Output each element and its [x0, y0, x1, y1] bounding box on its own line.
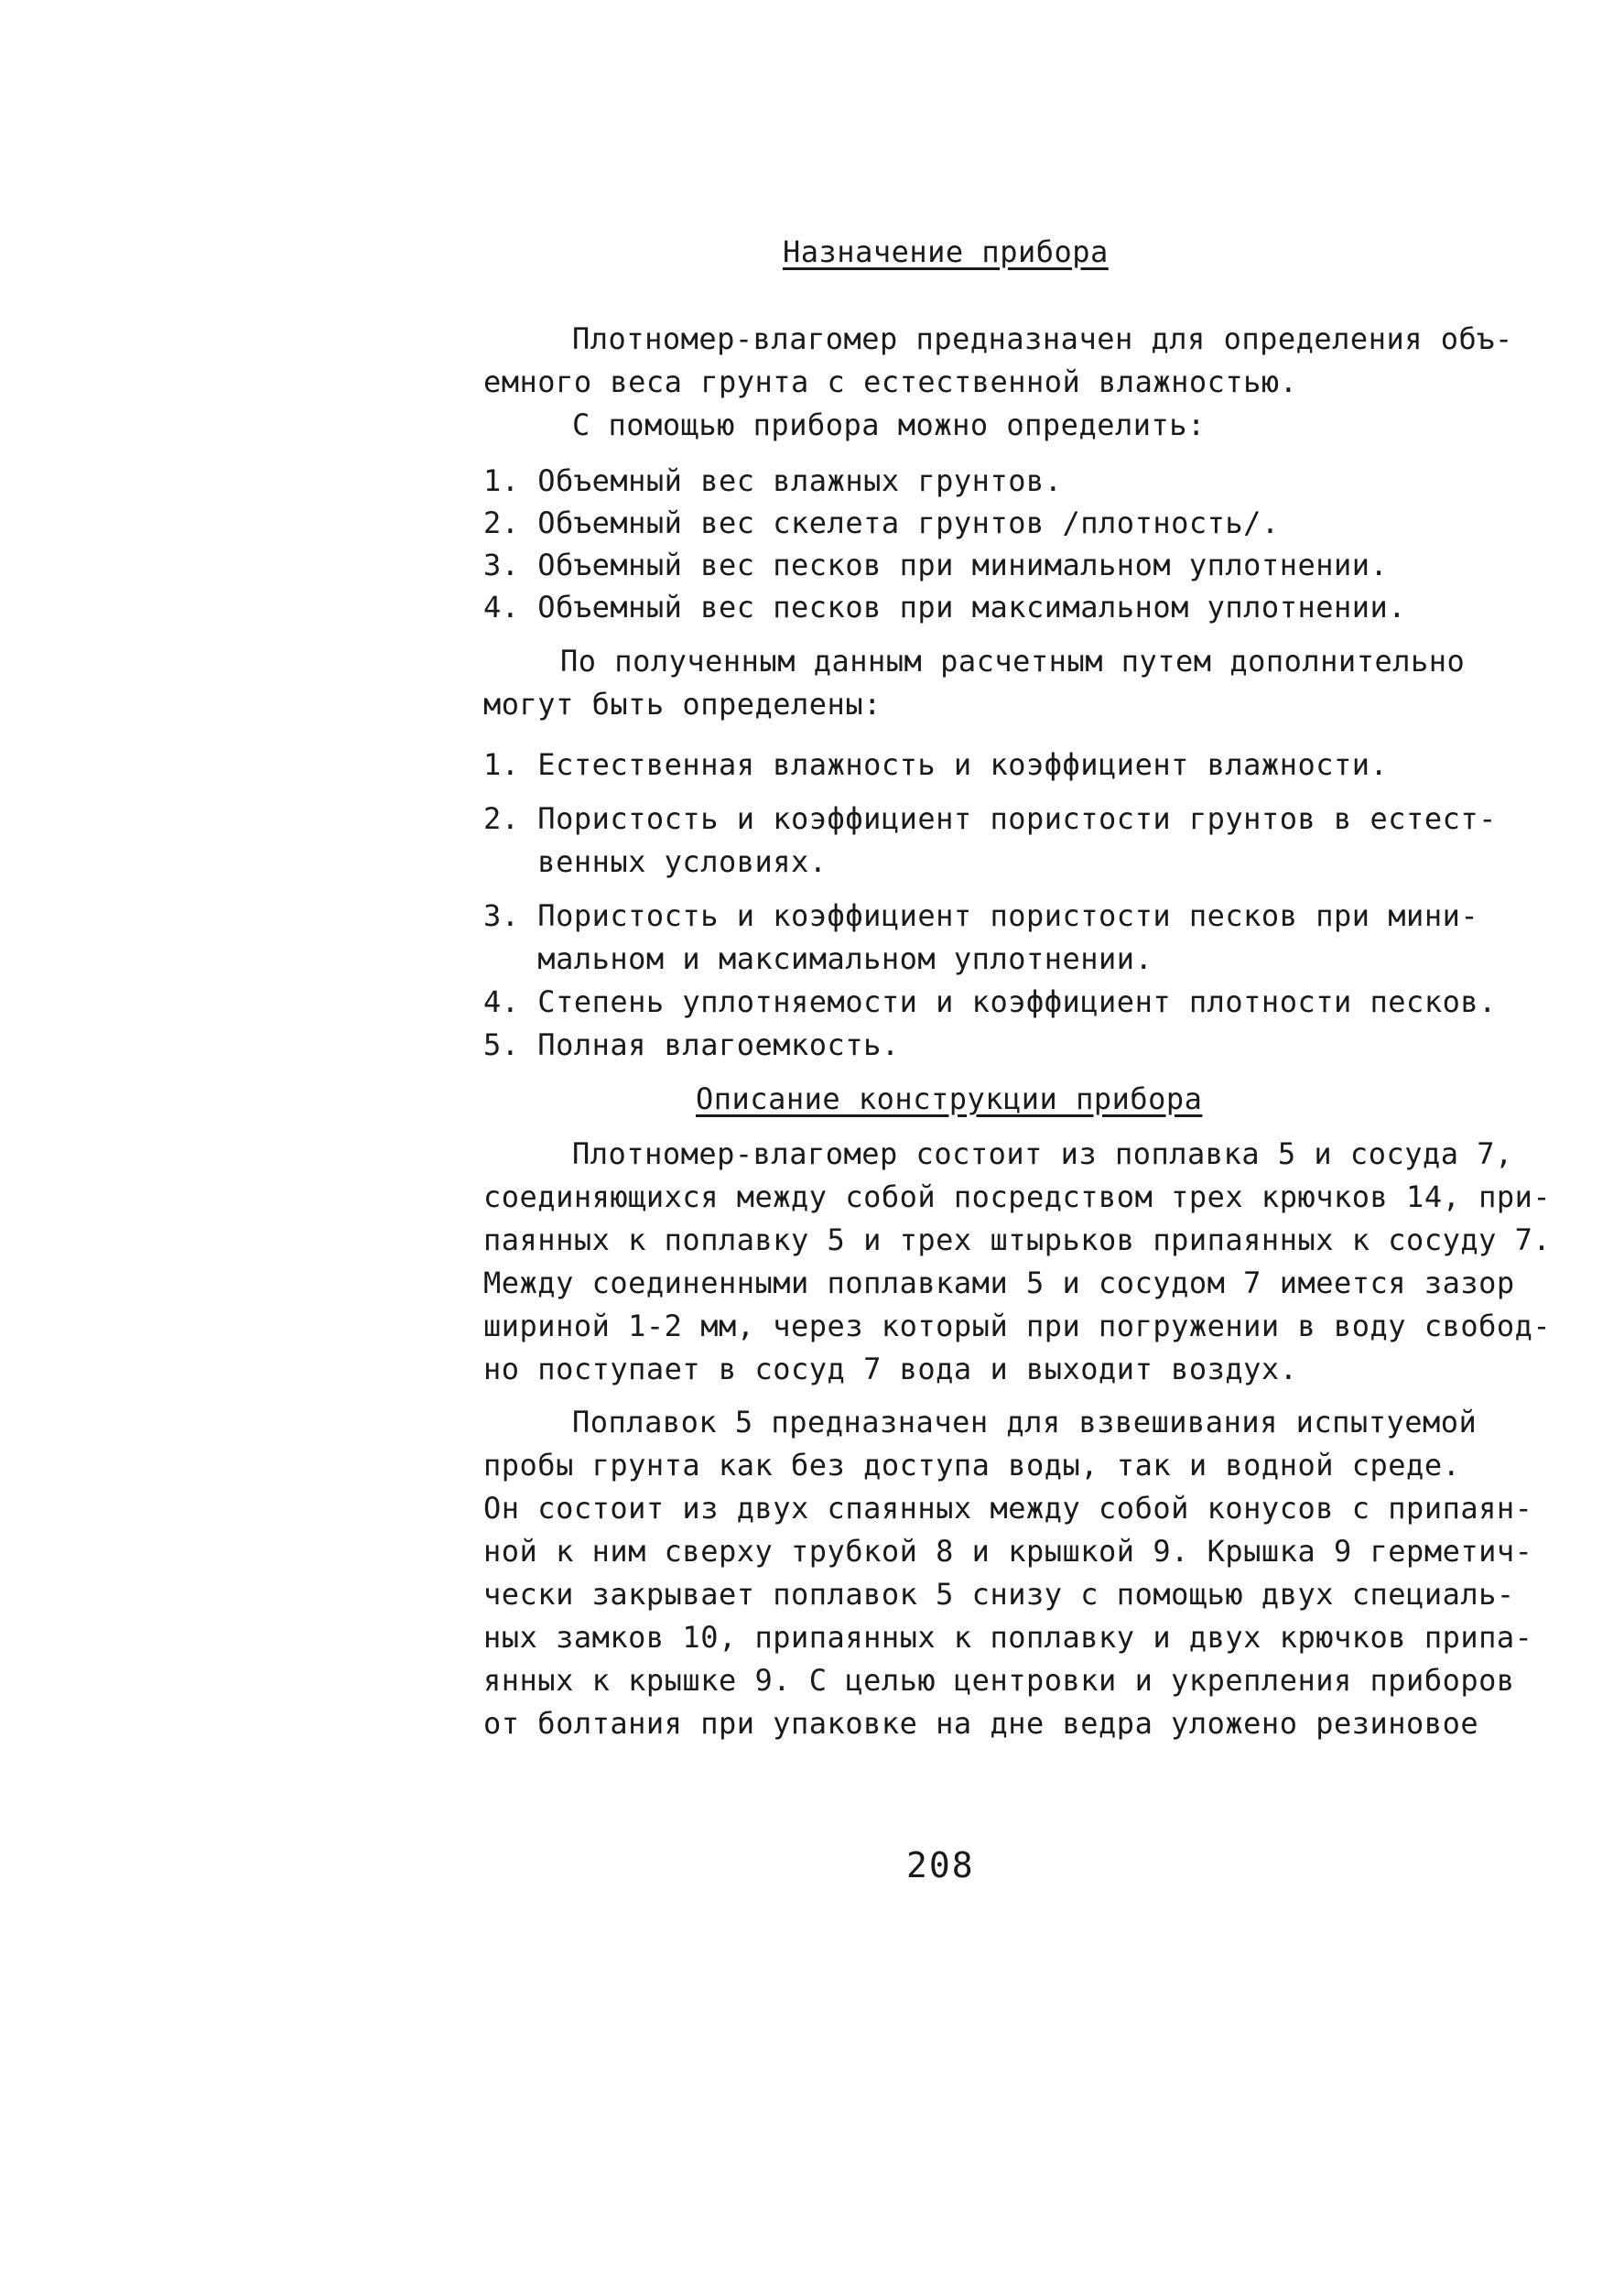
- list-item: 1. Естественная влажность и коэффициент влажности.: [483, 747, 1389, 782]
- paragraph-line: Поплавок 5 предназначен для взвешивания испытуемой: [572, 1405, 1478, 1439]
- list-item: 4. Объемный вес песков при максимальном уплотнении.: [483, 590, 1407, 625]
- paragraph-line: Он состоит из двух спаянных между собой конусов с припаян-: [483, 1491, 1533, 1526]
- paragraph-line: Между соединенными поплавками 5 и сосудом 7 имеется зазор: [483, 1265, 1515, 1300]
- paragraph-line: С помощью прибора можно определить:: [572, 407, 1206, 442]
- paragraph-line: Плотномер-влагомер предназначен для определения объ-: [572, 321, 1513, 356]
- list-item: 5. Полная влагоемкость.: [483, 1027, 900, 1062]
- paragraph-line: чески закрывает поплавок 5 снизу с помощью двух специаль-: [483, 1577, 1515, 1612]
- paragraph-line: от болтания при упаковке на дне ведра уложено резиновое: [483, 1706, 1479, 1741]
- paragraph-line: По полученным данным расчетным путем дополнительно: [560, 644, 1466, 679]
- list-item: 2. Объемный вес скелета грунтов /плотность/.: [483, 505, 1280, 540]
- list-item: мальном и максимальном уплотнении.: [483, 941, 1153, 976]
- list-item: венных условиях.: [483, 844, 828, 879]
- paragraph-line: пробы грунта как без доступа воды, так и водной среде.: [483, 1448, 1461, 1483]
- paragraph-line: янных к крышке 9. С целью центровки и укрепления приборов: [483, 1663, 1515, 1698]
- paragraph-line: но поступает в сосуд 7 вода и выходит воздух.: [483, 1352, 1298, 1386]
- list-item: 3. Объемный вес песков при минимальном уплотнении.: [483, 548, 1389, 582]
- page-number: 208: [906, 1845, 975, 1885]
- section-title-construction: Описание конструкции прибора: [696, 1081, 1203, 1116]
- list-item: 4. Степень уплотняемости и коэффициент плотности песков.: [483, 984, 1497, 1019]
- paragraph-line: шириной 1-2 мм, через который при погружении в воду свобод-: [483, 1309, 1552, 1343]
- paragraph-line: соединяющихся между собой посредством трех крючков 14, при-: [483, 1179, 1552, 1214]
- section-title-purpose: Назначение прибора: [783, 234, 1109, 269]
- list-item: 2. Пористость и коэффициент пористости грунтов в естест-: [483, 801, 1497, 836]
- list-item: 1. Объемный вес влажных грунтов.: [483, 463, 1063, 498]
- paragraph-line: паянных к поплавку 5 и трех штырьков припаянных к сосуду 7.: [483, 1222, 1552, 1257]
- paragraph-line: ной к ним сверху трубкой 8 и крышкой 9. Крышка 9 герметич-: [483, 1534, 1533, 1569]
- paragraph-line: могут быть определены:: [483, 687, 882, 722]
- paragraph-line: Плотномер-влагомер состоит из поплавка 5 и сосуда 7,: [572, 1136, 1513, 1171]
- list-item: 3. Пористость и коэффициент пористости песков при мини-: [483, 898, 1479, 933]
- paragraph-line: емного веса грунта с естественной влажностью.: [483, 364, 1298, 399]
- paragraph-line: ных замков 10, припаянных к поплавку и двух крючков припа-: [483, 1620, 1533, 1655]
